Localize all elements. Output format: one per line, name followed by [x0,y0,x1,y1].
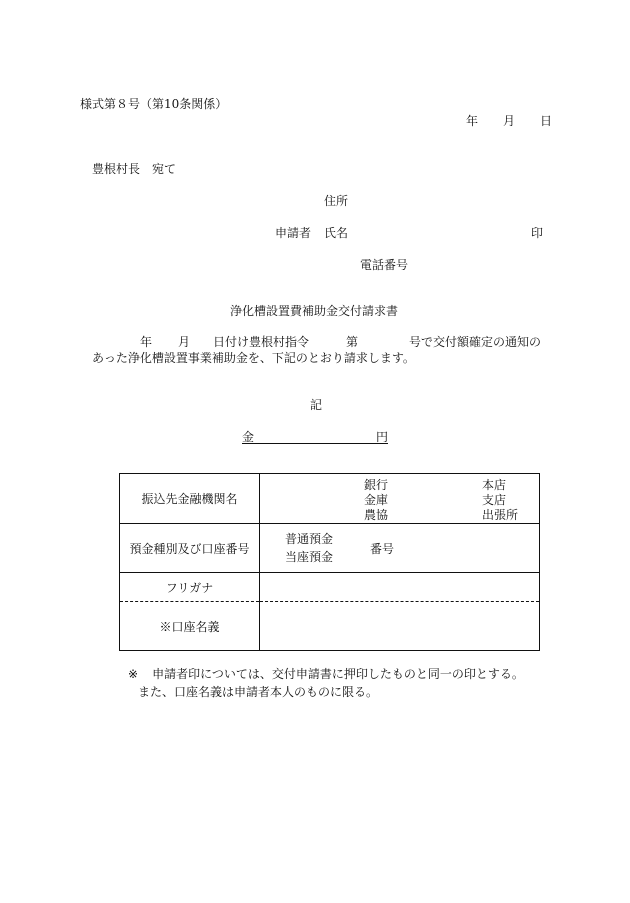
body-year: 年 [140,335,153,349]
furigana-label: フリガナ [120,573,260,602]
kin-label: 金 [242,430,255,444]
note-text1: 申請者印については、交付申請書に押印したものと同一の印とする。 [152,667,524,681]
note-line2: また、口座名義は申請者本人のものに限る。 [138,685,379,699]
account-label: 預金種別及び口座番号 [120,524,260,573]
bank-type-nokyo: 農協 [364,508,389,522]
body-dai: 第 [346,335,359,349]
furigana-field[interactable] [260,573,540,602]
bank-type-bank: 銀行 [364,478,389,492]
bank-label: 振込先金融機関名 [120,474,260,524]
applicant-label: 申請者 [275,226,312,240]
body-line1-rest: 号で交付額確定の通知の [409,335,542,349]
body-day-notice: 日付け豊根村指令 [213,335,310,349]
bank-info-table [119,473,540,651]
bank-name-field[interactable] [260,474,540,524]
notes [128,665,524,701]
account-row [120,524,540,573]
branch-type-main: 本店 [482,478,507,492]
date-year-label: 年 [466,114,479,128]
date-month-label: 月 [503,114,516,128]
name-label: 氏名 [324,226,349,240]
yen-label: 円 [376,430,389,444]
branch-type-branch: 支店 [482,493,507,507]
furigana-row [120,573,540,602]
ki-label: 記 [310,398,323,412]
amount-line [242,428,388,444]
holder-label: ※口座名義 [120,602,260,651]
form-number: 様式第８号（第10条関係） [80,97,228,111]
deposit-type-ordinary: 普通預金 [285,532,334,546]
phone-label: 電話番号 [360,258,409,272]
body-month: 月 [178,335,191,349]
date-day-label: 日 [540,114,553,128]
holder-row [120,602,540,651]
address-label: 住所 [324,194,349,208]
bank-row [120,474,540,524]
seal-mark: 印 [531,226,544,240]
deposit-type-current: 当座預金 [285,550,334,564]
document-title: 浄化槽設置費補助金交付請求書 [230,304,399,318]
bank-type-kinko: 金庫 [364,493,389,507]
holder-field[interactable] [260,602,540,651]
body-line2: あった浄化槽設置事業補助金を、下記のとおり請求します。 [92,351,415,365]
note-mark: ※ [128,667,139,681]
branch-type-office: 出張所 [482,508,519,522]
note-line1 [128,665,524,683]
account-field[interactable] [260,524,540,573]
account-number-label: 番号 [370,542,395,556]
addressee: 豊根村長 宛て [92,162,177,176]
